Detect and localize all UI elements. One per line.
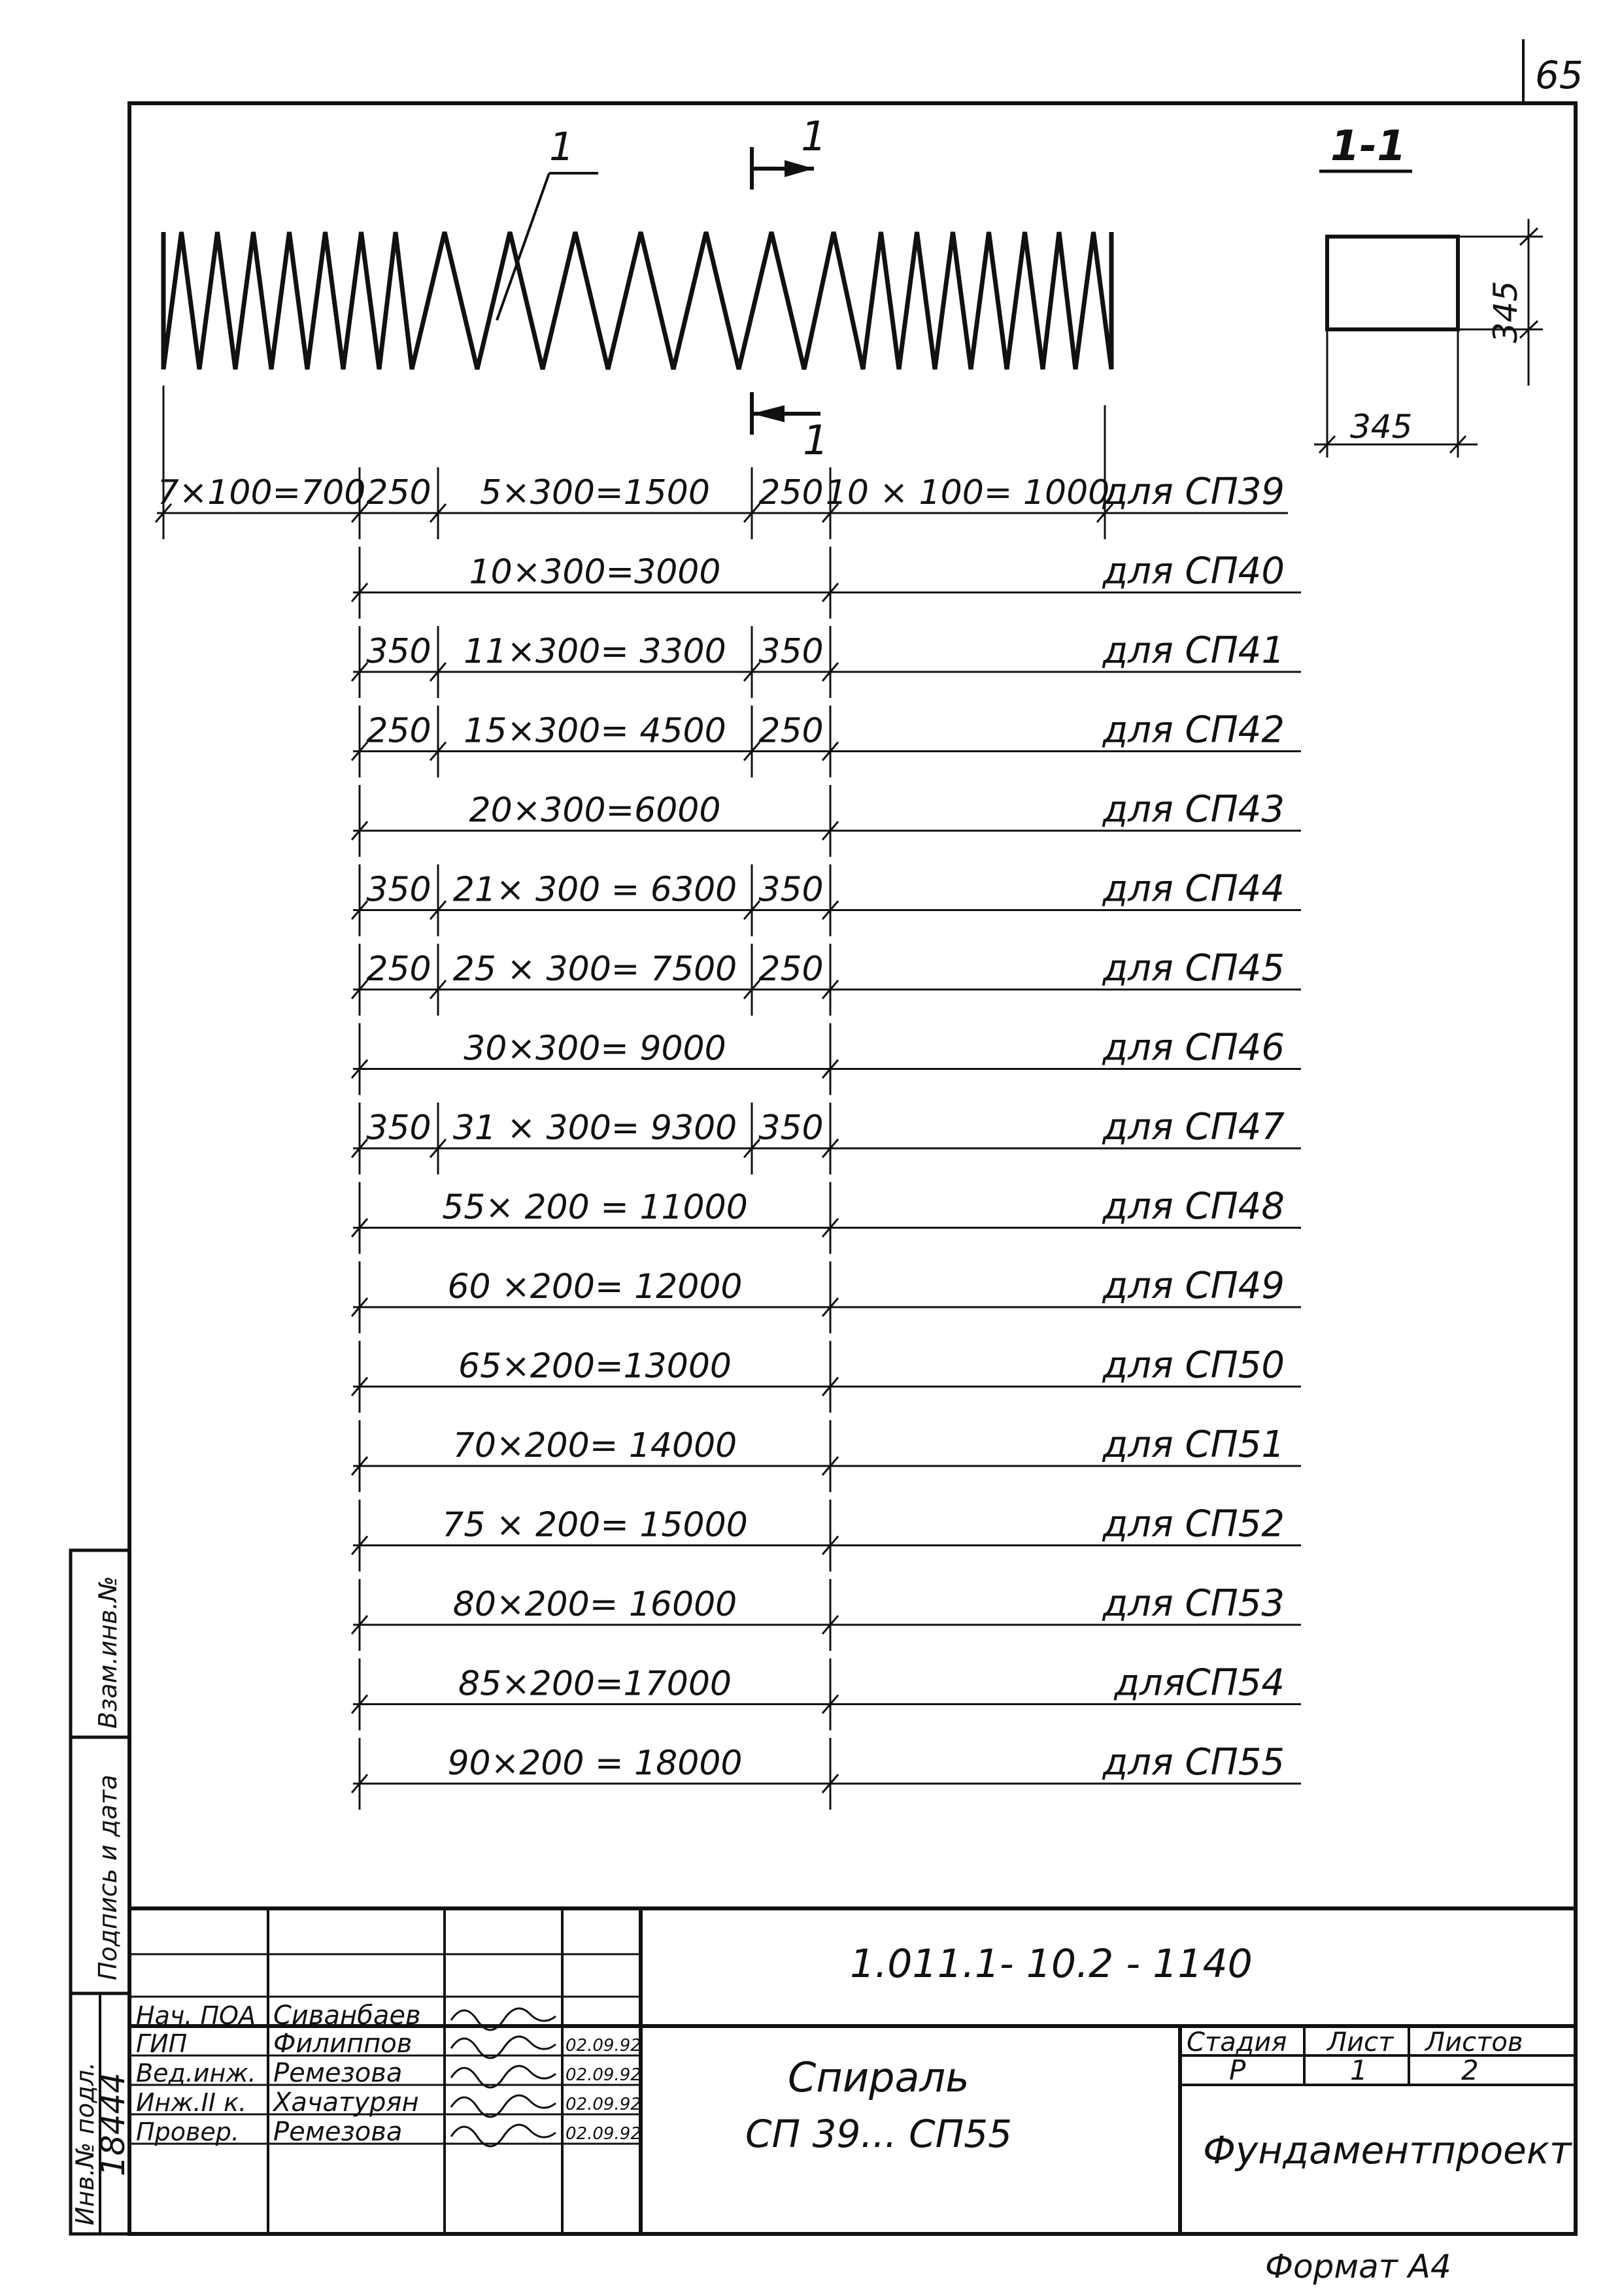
- dimension-segment: 70×200= 14000: [452, 1426, 737, 1465]
- dimension-row: [352, 1579, 1301, 1651]
- dimension-segment: 5×300=1500: [480, 473, 710, 512]
- dimension-row: [352, 1103, 1301, 1174]
- stage-value: Р: [1229, 2054, 1246, 2086]
- dimension-segment: 75 × 200= 15000: [442, 1505, 748, 1545]
- dimension-row-label: для СП48: [1102, 1185, 1285, 1228]
- dimension-row-label: для СП41: [1102, 629, 1285, 672]
- dimension-row-label: для СП49: [1102, 1265, 1285, 1307]
- staff-date: 02.09.92: [566, 2095, 641, 2114]
- staff-name: Сиванбаев: [273, 2001, 421, 2031]
- dimension-row-label: для СП44: [1102, 867, 1285, 910]
- dimension-row-label: для СП46: [1102, 1026, 1285, 1069]
- section-mark-bottom: [752, 392, 828, 464]
- dimension-segment: 10 × 100= 1000: [825, 473, 1110, 512]
- staff-date: 02.09.92: [566, 2036, 641, 2055]
- dimension-row-label: для СП55: [1102, 1741, 1285, 1784]
- dimension-row-label: для СП45: [1102, 947, 1285, 990]
- dimension-segment: 25 × 300= 7500: [452, 950, 737, 989]
- dimension-segment: 85×200=17000: [458, 1664, 732, 1704]
- dimension-segment: 20×300=6000: [469, 791, 721, 830]
- dimension-row: [352, 1420, 1301, 1492]
- side-stamp-inv-number: 18444: [94, 2072, 132, 2176]
- dimension-row-label: для СП53: [1102, 1582, 1285, 1625]
- dimension-segment: 21× 300 = 6300: [452, 870, 737, 910]
- position-leader: [497, 124, 598, 320]
- staff-role: Инж.II к.: [136, 2088, 247, 2117]
- dimension-segment: 250: [758, 473, 824, 512]
- sheet-label: Лист: [1327, 2027, 1394, 2057]
- dimension-row: [352, 785, 1301, 857]
- dimension-segment: 15×300= 4500: [464, 711, 726, 751]
- dimension-segment: 7×100=700: [157, 473, 366, 512]
- section-width-dim: 345: [1350, 408, 1413, 446]
- spiral-spring: [163, 232, 1111, 369]
- dimension-row: [352, 1500, 1301, 1572]
- section-square: [1327, 237, 1458, 329]
- dimension-row: [352, 706, 1301, 778]
- dimension-segment: 350: [758, 870, 824, 910]
- dimension-row: [352, 1023, 1301, 1095]
- dimension-row-label: для СП52: [1102, 1503, 1285, 1546]
- dimension-row-label: для СП47: [1102, 1106, 1285, 1148]
- dimension-row: [352, 1341, 1301, 1413]
- section-mark-bottom-label: 1: [803, 416, 829, 464]
- dimension-segment: 350: [366, 632, 431, 671]
- dimension-segment: 30×300= 9000: [464, 1029, 726, 1069]
- dimension-row: [352, 626, 1301, 698]
- section-title: 1-1: [1330, 122, 1406, 171]
- dimension-row-label: для СП50: [1102, 1344, 1285, 1387]
- dimension-segment: 90×200 = 18000: [447, 1744, 743, 1783]
- drawing-title-line2: СП 39... СП55: [745, 2112, 1013, 2156]
- side-stamp-inv-ref: Взам.инв.№: [93, 1576, 122, 1729]
- dimension-segment: 80×200= 16000: [452, 1585, 737, 1624]
- dimension-segment: 250: [758, 711, 824, 751]
- dimension-table: [156, 467, 1301, 1810]
- dimension-segment: 250: [758, 950, 824, 989]
- staff-role: Нач. ПОА: [136, 2001, 256, 2030]
- drawing-title-line1: Спираль: [788, 2054, 970, 2101]
- staff-name: Ремезова: [273, 2058, 403, 2088]
- page-number: 65: [1535, 53, 1583, 97]
- section-view: [1314, 122, 1543, 458]
- dimension-row: [156, 467, 1288, 539]
- doc-code: 1.011.1- 10.2 - 1140: [850, 1941, 1253, 1987]
- dimension-row-label: для СП43: [1102, 788, 1285, 831]
- organization: Фундаментпроект: [1203, 2128, 1572, 2172]
- staff-name: Филиппов: [273, 2029, 413, 2059]
- dimension-row-label: для СП42: [1102, 708, 1285, 752]
- dimension-segment: 350: [758, 632, 824, 671]
- title-block: [129, 1908, 1576, 2234]
- dimension-segment: 250: [366, 950, 431, 989]
- dimension-row-label: для СП39: [1102, 471, 1285, 513]
- staff-date: 02.09.92: [566, 2065, 641, 2085]
- dimension-row: [352, 1738, 1301, 1810]
- sheet-value: 1: [1350, 2054, 1368, 2086]
- side-stamp-sign-date: Подпись и дата: [93, 1774, 122, 1980]
- dimension-row-label: для СП51: [1102, 1423, 1285, 1466]
- staff-row: [136, 2058, 641, 2088]
- dimension-segment: 350: [758, 1108, 824, 1148]
- side-stamp-inv-orig: Инв.№ подл.: [71, 2061, 99, 2225]
- staff-row: [136, 2029, 641, 2059]
- dimension-row: [352, 547, 1301, 619]
- stage-label: Стадия: [1187, 2027, 1287, 2057]
- dimension-segment: 10×300=3000: [469, 552, 721, 592]
- dimension-segment: 350: [366, 1108, 431, 1148]
- format-label: Формат А4: [1265, 2248, 1451, 2286]
- dimension-segment: 31 × 300= 9300: [452, 1108, 737, 1148]
- staff-row: [136, 2088, 641, 2118]
- staff-name: Хачатурян: [273, 2088, 419, 2118]
- section-mark-top: [752, 112, 826, 190]
- staff-role: ГИП: [136, 2029, 188, 2058]
- dimension-row-label: дляСП54: [1114, 1661, 1285, 1705]
- dimension-segment: 11×300= 3300: [464, 632, 726, 671]
- staff-role: Провер.: [136, 2118, 239, 2146]
- dimension-segment: 350: [366, 870, 431, 910]
- dimension-row: [352, 1182, 1301, 1254]
- sheets-label: Листов: [1425, 2027, 1523, 2057]
- sheets-value: 2: [1461, 2054, 1479, 2086]
- staff-date: 02.09.92: [566, 2124, 641, 2144]
- dimension-segment: 55× 200 = 11000: [442, 1188, 748, 1227]
- dimension-segment: 250: [366, 473, 431, 512]
- staff-name: Ремезова: [273, 2117, 403, 2147]
- staff-role: Вед.инж.: [136, 2059, 256, 2088]
- dimension-segment: 250: [366, 711, 431, 751]
- side-stamp: [71, 1550, 132, 2234]
- staff-row: [136, 2117, 641, 2147]
- dimension-row: [352, 1261, 1301, 1333]
- dimension-row: [352, 865, 1301, 937]
- dimension-row: [352, 1659, 1301, 1731]
- dimension-row-label: для СП40: [1102, 550, 1285, 593]
- section-height-dim: 345: [1487, 280, 1525, 343]
- dimension-segment: 65×200=13000: [458, 1346, 732, 1386]
- position-label: 1: [549, 124, 575, 170]
- dimension-row: [352, 944, 1301, 1016]
- dimension-segment: 60 ×200= 12000: [447, 1267, 743, 1306]
- section-mark-top-label: 1: [801, 112, 827, 160]
